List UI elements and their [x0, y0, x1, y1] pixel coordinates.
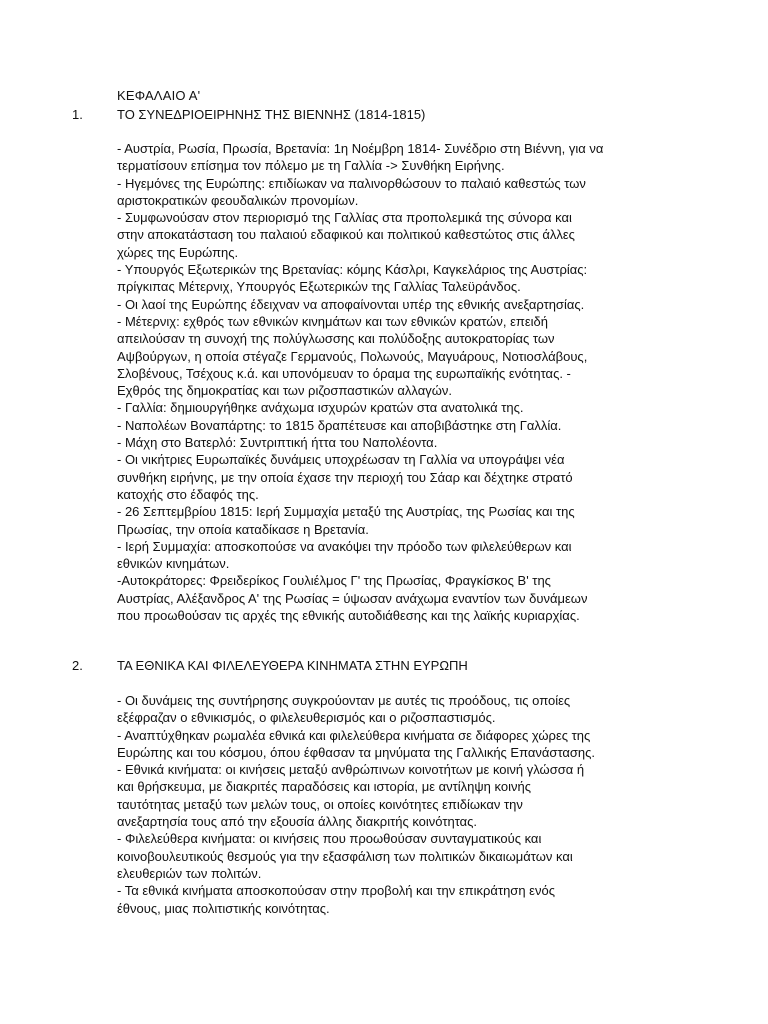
text-line: στην αποκατάσταση του παλαιού εδαφικού και πολιτικού καθεστώτος στις άλλες: [117, 227, 575, 243]
text-line: - Υπουργός Εξωτερικών της Βρετανίας: κόμης Κάσλρι, Καγκελάριος της Αυστρίας:: [117, 262, 588, 278]
text-line: και θρήσκευμα, με διακριτές παραδόσεις και ιστορία, με αντίληψη κοινής: [117, 779, 531, 795]
text-line: εθνικών κινημάτων.: [117, 556, 230, 572]
section-body-2: [117, 692, 662, 917]
section-body-1: [117, 140, 662, 624]
text-line: - Ναπολέων Βοναπάρτης: το 1815 δραπέτευσε και αποβιβάστηκε στη Γαλλία.: [117, 417, 562, 433]
text-line: - Οι δυνάμεις της συντήρησης συγκρούονταν με αυτές τις προόδους, τις οποίες: [117, 693, 571, 708]
text-line: - Φιλελεύθερα κινήματα: οι κινήσεις που προωθούσαν συνταγματικούς και: [117, 831, 542, 847]
section-number: 1.: [72, 107, 83, 122]
text-line: που προωθούσαν τις αρχές της εθνικής αυτοδιάθεσης και της λαϊκής κυριαρχίας.: [117, 608, 580, 624]
text-line: πρίγκιπας Μέτερνιχ, Υπουργός Εξωτερικών της Γαλλίας Ταλεϋράνδος.: [117, 279, 521, 295]
text-line: Αυστρίας, Αλέξανδρος Α' της Ρωσίας = ύψωσαν ανάχωμα εναντίον των δυνάμεων: [117, 590, 588, 606]
text-line: ταυτότητας μεταξύ των μελών τους, οι οποίες κοινότητες επιδίωκαν την: [117, 796, 523, 812]
section-title: ΤΟ ΣΥΝΕΔΡΙΟΕΙΡΗΝΗΣ ΤΗΣ ΒΙΕΝΝΗΣ (1814-1815): [117, 107, 426, 122]
section-number: 2.: [72, 658, 83, 673]
text-line: έθνους, μιας πολιτιστικής κοινότητας.: [117, 900, 330, 916]
text-line: χώρες της Ευρώπης.: [117, 244, 239, 260]
text-line: - 26 Σεπτεμβρίου 1815: Ιερή Συμμαχία μεταξύ της Αυστρίας, της Ρωσίας και της: [117, 504, 575, 520]
text-line: Ευρώπης και του κόσμου, όπου έφθασαν τα μηνύματα της Γαλλικής Επανάστασης.: [117, 744, 596, 760]
text-line: - Τα εθνικά κινήματα αποσκοπούσαν στην προβολή και την επικράτηση ενός: [117, 883, 555, 899]
section-title: ΤΑ ΕΘΝΙΚΑ ΚΑΙ ΦΙΛΕΛΕΥΘΕΡΑ ΚΙΝΗΜΑΤΑ ΣΤΗΝ ΕΥΡΩΠΗ: [117, 658, 468, 673]
text-line: - Αναπτύχθηκαν ρωμαλέα εθνικά και φιλελεύθερα κινήματα σε διάφορες χώρες της: [117, 727, 591, 743]
text-line: Σλοβένους, Τσέχους κ.ά. και υπονόμευαν το όραμα της ευρωπαϊκής ενότητας. -: [117, 365, 571, 381]
text-line: Εχθρός της δημοκρατίας και των ριζοσπαστικών αλλαγών.: [117, 383, 452, 399]
text-line: αριστοκρατικών φεουδαλικών προνομίων.: [117, 192, 359, 208]
text-line: ελευθεριών των πολιτών.: [117, 865, 262, 881]
text-line: - Εθνικά κινήματα: οι κινήσεις μεταξύ ανθρώπινων κοινοτήτων με κοινή γλώσσα ή: [117, 762, 585, 778]
text-line: Αψβούργων, η οποία στέγαζε Γερμανούς, Πολωνούς, Μαγυάρους, Νοτιοσλάβους,: [117, 348, 588, 364]
text-line: - Μάχη στο Βατερλό: Συντριπτική ήττα του Ναπολέοντα.: [117, 435, 438, 451]
text-line: τερματίσουν επίσημα τον πόλεμο με τη Γαλλία -> Συνθήκη Ειρήνης.: [117, 158, 505, 174]
text-line: - Μέτερνιχ: εχθρός των εθνικών κινημάτων και των εθνικών κρατών, επειδή: [117, 313, 548, 329]
text-line: κατοχής στο έδαφός της.: [117, 486, 259, 502]
text-line: - Ιερή Συμμαχία: αποσκοπούσε να ανακόψει την πρόοδο των φιλελεύθερων και: [117, 538, 572, 554]
text-line: - Οι λαοί της Ευρώπης έδειχναν να αποφαίνονται υπέρ της εθνικής ανεξαρτησίας.: [117, 296, 585, 312]
text-line: απειλούσαν τη συνοχή της πολύγλωσσης και πολύδοξης αυτοκρατορίας των: [117, 331, 555, 347]
text-line: κοινοβουλευτικούς θεσμούς για την εξασφάλιση των πολιτικών δικαιωμάτων και: [117, 848, 573, 864]
text-line: ανεξαρτησία τους από την εξουσία άλλης διακριτής κοινότητας.: [117, 814, 478, 830]
text-line: - Ηγεμόνες της Ευρώπης: επιδίωκαν να παλινορθώσουν το παλαιό καθεστώς των: [117, 175, 586, 191]
text-line: εξέφραζαν ο εθνικισμός, ο φιλελευθερισμός και ο ριζοσπαστισμός.: [117, 710, 496, 726]
text-line: -Αυτοκράτορες: Φρειδερίκος Γουλιέλμος Γ' της Πρωσίας, Φραγκίσκος Β' της: [117, 573, 551, 589]
text-line: - Αυστρία, Ρωσία, Πρωσία, Βρετανία: 1η Νοέμβρη 1814- Συνέδριο στη Βιέννη, για να: [117, 141, 604, 156]
text-line: Πρωσίας, την οποία καταδίκασε η Βρετανία.: [117, 521, 369, 537]
text-line: - Συμφωνούσαν στον περιορισμό της Γαλλίας στα προπολεμικά της σύνορα και: [117, 210, 572, 226]
text-line: συνθήκη ειρήνης, με την οποία έχασε την περιοχή του Σάαρ και δέχτηκε στρατό: [117, 469, 573, 485]
text-line: - Γαλλία: δημιουργήθηκε ανάχωμα ισχυρών κρατών στα ανατολικά της.: [117, 400, 524, 416]
text-line: - Οι νικήτριες Ευρωπαϊκές δυνάμεις υποχρέωσαν τη Γαλλία να υπογράψει νέα: [117, 452, 565, 468]
chapter-title: ΚΕΦΑΛΑΙΟ Α': [117, 88, 201, 103]
